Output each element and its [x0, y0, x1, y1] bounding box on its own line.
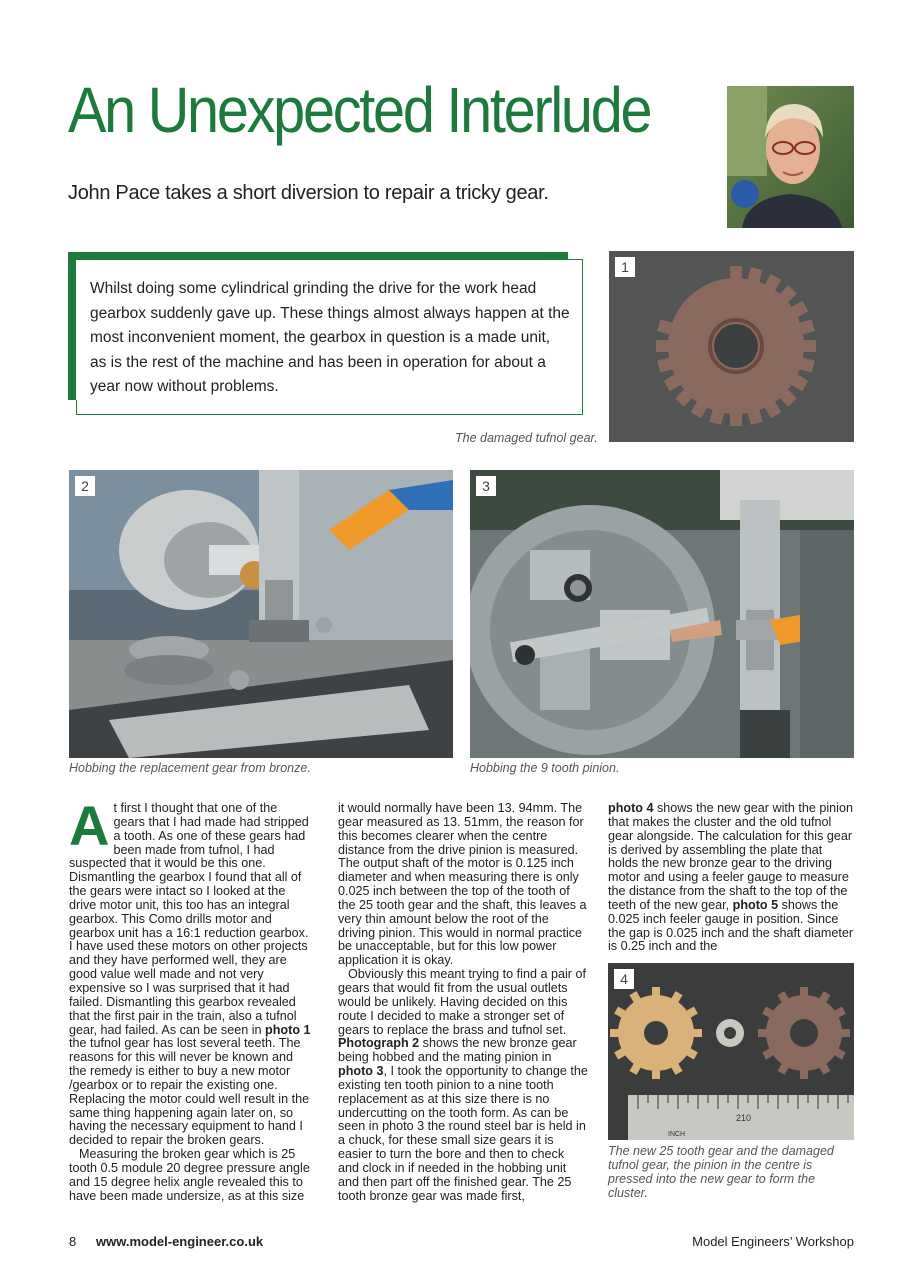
drop-cap: A [69, 794, 110, 857]
website-link[interactable]: www.model-engineer.co.uk [96, 1234, 264, 1249]
photo-4-number: 4 [614, 969, 634, 989]
col2-ref-photograph2: Photograph 2 [338, 1036, 420, 1051]
intro-accent-bar-top [68, 252, 568, 260]
col1-ref-photo1: photo 1 [265, 1022, 311, 1037]
article-title: An Unexpected Interlude [68, 74, 651, 146]
body-column-1 [69, 794, 311, 1203]
photo-4-caption: The new 25 tooth gear and the damaged tufnol gear, the pinion in the centre is pressed into the new gear to form the cluster. [608, 1144, 834, 1200]
body-column-3 [608, 802, 854, 954]
photo-1-damaged-gear [609, 251, 854, 442]
body-column-2 [338, 802, 588, 1203]
col1-paragraph-2: Measuring the broken gear which is 25 tooth 0.5 module 20 degree pressure angle and 15 degree helix angle revealed this to have been made undersize, as at this size [69, 1147, 310, 1203]
col3-ref-photo5: photo 5 [732, 897, 779, 912]
col1-text-a: t first I thought that one of the gears that I had made had stripped a tooth. As one of these gears had been made from tufnol, I had suspected that it would be this one. Dismantling the gearbox I found that all of the gears were intact so I looked at the drive motor unit, this too has an integral gearbox. This Como drills motor and gearbox unit has a 16:1 reduction gearbox. I have used these motors on other projects and they have performed well, they are good value well made and not very expensive so I was surprised that it had failed. Dismantling this gearbox revealed that the first pair in the train, also a tufnol gear, had failed. As can be seen in [69, 801, 309, 1037]
col2-paragraph-2 [338, 968, 588, 1203]
photo-2-caption: Hobbing the replacement gear from bronze. [69, 761, 311, 775]
magazine-name: Model Engineers’ Workshop [692, 1234, 854, 1249]
col2-text-b: shows the new bronze gear being hobbed and the mating pinion in [338, 1036, 577, 1065]
photo-2-hobbing-bronze [69, 470, 453, 758]
intro-box-top-line [568, 259, 583, 260]
intro-text: Whilst doing some cylindrical grinding the drive for the work head gearbox suddenly gave up. These things almost always happen at the most inconvenient moment, the gearbox in question is a made unit, as is the rest of the machine and has been in operation for about a year now without problems. [90, 280, 570, 395]
photo-2-number: 2 [75, 476, 95, 496]
photo-1-number: 1 [615, 257, 635, 277]
col3-text-a: shows the new gear with the pinion that makes the cluster and the old tufnol gear alongside. The calculation for this gear is derived by assembling the plate that holds the new bronze gear to the driving motor and using a feeler gauge to measure the distance from the shaft to the top of the teeth of the new gear, [608, 801, 853, 912]
intro-box-left-line [76, 400, 77, 415]
page-number: 8 [69, 1234, 77, 1249]
photo-3-number: 3 [476, 476, 496, 496]
col1-text-b: the tufnol gear has lost several teeth. The reasons for this will never be known and the remedy is either to buy a new motor /gearbox or to repair the existing one. Replacing the motor could well result in the same thing happening again later on, so having the necessary equipment to hand I decided to repair the broken gears. [69, 1036, 310, 1148]
col2-text-a: Obviously this meant trying to find a pair of gears that would fit from the usual outlets would be unlikely. Having decided on this route I decided to make a stronger set of gears to replace the brass and tufnol set. [338, 967, 586, 1037]
author-portrait [727, 86, 854, 228]
col2-ref-photo3: photo 3 [338, 1064, 384, 1079]
photo-4-ruler-unit: INCH [668, 1131, 686, 1138]
photo-3-caption: Hobbing the 9 tooth pinion. [470, 761, 620, 775]
photo-1-caption: The damaged tufnol gear. [455, 431, 598, 445]
col2-text-c: , I took the opportunity to change the existing ten tooth pinion to a nine tooth replacement as at this size there is no undercutting on the tooth form. As can be seen in photo 3 the round steel bar is held in a chuck, for these small size gears it is easier to turn the bore and then to check and clock in if needed in the hobbing unit and then part off the finished gear. The 25 tooth bronze gear was made first, [338, 1064, 588, 1203]
col3-text-b: shows the 0.025 inch feeler gauge in position. Since the gap is 0.025 inch and the shaft diameter is 0.25 inch and the [608, 897, 854, 954]
article-subtitle: John Pace takes a short diversion to repair a tricky gear. [68, 182, 549, 204]
col2-paragraph-1: it would normally have been 13. 94mm. The gear measured as 13. 51mm, the reason for this becomes clearer when the centre distance from the drive pinion is measured. The output shaft of the motor is 0.125 inch diameter and when measuring there is only 0.025 inch between the top of the tooth of the 25 tooth gear and the shaft, this leaves a very thin amount below the root of the driving pinion. This would in normal practice be unacceptable, but for this low power application it is okay. [338, 801, 587, 968]
photo-4-new-gear [608, 963, 854, 1140]
intro-accent-bar-left [68, 252, 76, 400]
col3-ref-photo4: photo 4 [608, 801, 654, 815]
photo-3-hobbing-pinion [470, 470, 854, 758]
photo-4-ruler-number: 210 [736, 1113, 752, 1123]
